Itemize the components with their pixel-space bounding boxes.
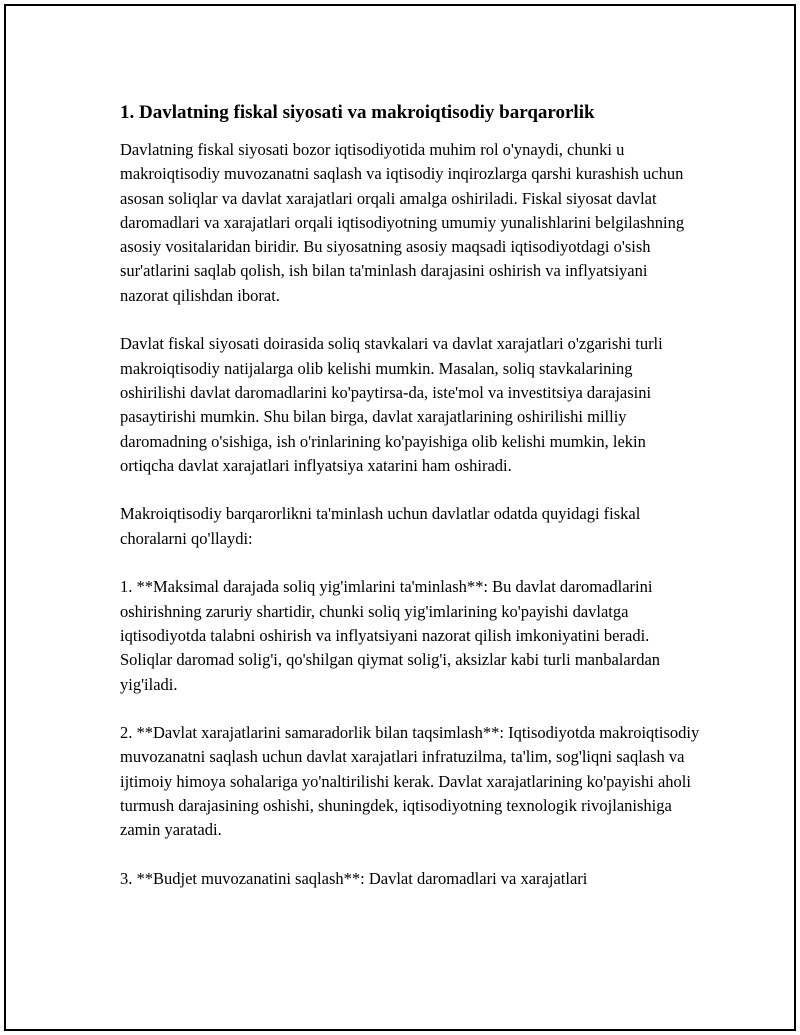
paragraph-measures-intro: Makroiqtisodiy barqarorlikni ta'minlash uchun davlatlar odatda quyidagi fiskal choralarni qo'llaydi: <box>120 504 641 548</box>
document-body <box>120 100 700 891</box>
list-item-tax-collection: 1. **Maksimal darajada soliq yig'imlarini ta'minlash**: Bu davlat daromadlarini oshirishning zaruriy shartidir, chunki soliq yig'imlarining ko'payishi davlatga iqtisodiyotda talabni oshirish va inflyatsiyani nazorat qilish imkoniyatini beradi. Soliqlar daromad solig'i, qo'shilgan qiymat solig'i, aksizlar kabi turli manbalardan yig'iladi. <box>120 577 661 694</box>
list-item-budget-balance: 3. **Budjet muvozanatini saqlash**: Davlat daromadlari va xarajatlari <box>120 868 588 888</box>
page-frame <box>4 4 796 1031</box>
list-item-expenditure: 2. **Davlat xarajatlarini samaradorlik bilan taqsimlash**: Iqtisodiyotda makroiqtisodiy muvozanatni saqlash uchun davlat xarajatlari infratuzilma, ta'lim, sog'liqni saqlash va ijtimoiy himoya sohalariga yo'naltirilishi kerak. Davlat xarajatlarining ko'payishi aholi turmush darajasining oshishi, shuningdek, iqtisodiyotning texnologik rivojlanishiga zamin yaratadi. <box>120 723 700 840</box>
document-title: 1. Davlatning fiskal siyosati va makroiqtisodiy barqarorlik <box>120 102 595 123</box>
paragraph-fiscal-effects: Davlat fiskal siyosati doirasida soliq stavkalari va davlat xarajatlari o'zgarishi turli makroiqtisodiy natijalarga olib kelishi mumkin. Masalan, soliq stavkalarining oshirilishi davlat daromadlarini ko'paytirsa-da, iste'mol va investitsiya darajasini pasaytirishi mumkin. Shu bilan birga, davlat xarajatlarining oshirilishi milliy daromadning o'sishiga, ish o'rinlarining ko'payishiga olib kelishi mumkin, lekin ortiqcha davlat xarajatlari inflyatsiya xatarini ham oshiradi. <box>120 334 663 475</box>
paragraph-intro: Davlatning fiskal siyosati bozor iqtisodiyotida muhim rol o'ynaydi, chunki u makroiqtisodiy muvozanatni saqlash va iqtisodiy inqirozlarga qarshi kurashish uchun asosan soliqlar va davlat xarajatlari orqali amalga oshiriladi. Fiskal siyosat davlat daromadlari va xarajatlari orqali iqtisodiyotning umumiy yunalishlarini belgilashning asosiy vositalaridan biridir. Bu siyosatning asosiy maqsadi iqtisodiyotdagi o'sish sur'atlarini saqlab qolish, ish bilan ta'minlash darajasini oshirish va inflyatsiyani nazorat qilishdan iborat. <box>120 140 685 305</box>
